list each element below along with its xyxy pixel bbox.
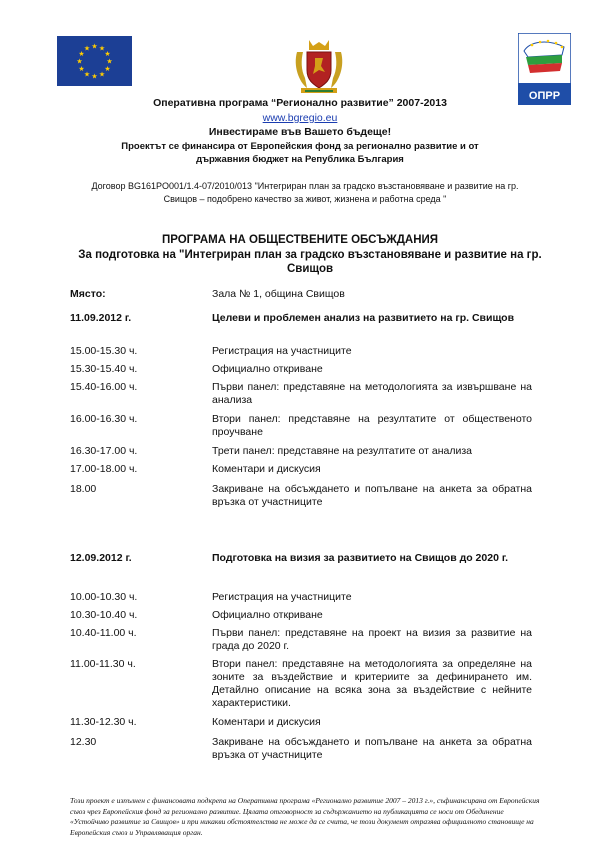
agenda-time: 12.30: [70, 736, 97, 748]
agenda-time: 18.00: [70, 483, 97, 495]
document-subtitle: За подготовка на "Интегриран план за градско възстановяване и развитие на гр. Свищов: [78, 249, 542, 275]
eu-star-icon: ★: [78, 66, 85, 73]
footer-disclaimer: Този проект е изпълнен с финансовата подкрепа на Оперативна програма «Регионално развитие 2007 – 2013 г.», съфинансирана от Европейския съюз чрез Европейския фонд за регионално развитие. Цялата отговорност за съдържанието на публикацията се носи от Обединение «Устойчиво развитие за Свищов» и при никакви обстоятелства не може да се счита, че този документ отразява официалното становище на Европейския съюз и Управляващия орган.: [70, 796, 540, 837]
oprr-logo-label: ОПРР: [528, 90, 561, 102]
agenda-item: Първи панел: представяне на проект на визия за развитие на града до 2020 г.: [212, 627, 532, 652]
place-label: Място:: [70, 288, 106, 300]
bulgarian-coat-of-arms-logo: [293, 36, 345, 96]
eu-star-icon: ★: [104, 51, 111, 58]
agenda-time: 10.00-10.30 ч.: [70, 591, 138, 603]
eu-star-icon: ★: [78, 51, 85, 58]
agenda-item: Закриване на обсъждането и попълване на анкета за обратна връзка от участниците: [212, 736, 532, 761]
slogan: Инвестираме във Вашето бъдеще!: [208, 126, 392, 138]
contract-reference: Договор BG161PO001/1.4-07/2010/013 "Интегриран план за градско възстановяване и развитие на гр. Свищов – подобрено качество за живот, жизнена и работна среда ": [91, 181, 519, 204]
day2-date: 12.09.2012 г.: [70, 552, 132, 564]
agenda-item: Коментари и дискусия: [212, 463, 321, 475]
agenda-time: 15.40-16.00 ч.: [70, 381, 138, 393]
agenda-item: Коментари и дискусия: [212, 716, 321, 728]
eu-star-icon: ★: [91, 73, 98, 81]
day1-date: 11.09.2012 г.: [70, 312, 132, 324]
funding-statement: Проектът се финансира от Европейския фонд за регионално развитие и от държавния бюджет на Република България: [121, 141, 479, 165]
document-title: ПРОГРАМА НА ОБЩЕСТВЕНИТЕ ОБСЪЖДАНИЯ: [161, 234, 439, 246]
agenda-time: 16.30-17.00 ч.: [70, 445, 138, 457]
eu-star-icon: ★: [76, 58, 83, 66]
agenda-item: Официално откриване: [212, 363, 323, 375]
day2-topic: Подготовка на визия за развитието на Свищов до 2020 г.: [212, 552, 509, 564]
eu-star-icon: ★: [98, 45, 106, 53]
program-website-link[interactable]: www.bgregio.eu: [262, 112, 338, 124]
day1-topic: Целеви и проблемен анализ на развитието на гр. Свищов: [212, 312, 515, 324]
eu-star-icon: ★: [91, 43, 98, 51]
eu-star-icon: ★: [83, 71, 91, 79]
agenda-time: 10.30-10.40 ч.: [70, 609, 138, 621]
agenda-time: 11.00-11.30 ч.: [70, 658, 136, 670]
agenda-item: Втори панел: представяне на методологията за определяне на зоните за въздействие и критериите за дефинирането им. Детайлно описание на всяка зона за въздействие с нейните характеристики.: [212, 658, 532, 709]
agenda-item: Трети панел: представяне на резултатите от анализа: [212, 445, 472, 457]
place-value: Зала № 1, община Свищов: [212, 288, 345, 300]
eu-star-icon: ★: [104, 66, 111, 73]
eu-star-icon: ★: [83, 45, 91, 53]
eu-star-icon: ★: [106, 58, 113, 66]
agenda-item: Регистрация на участниците: [212, 345, 352, 357]
agenda-time: 10.40-11.00 ч.: [70, 627, 137, 639]
agenda-item: Втори панел: представяне на резултатите от общественото проучване: [212, 413, 532, 438]
oprr-logo: [518, 33, 571, 105]
agenda-item: Официално откриване: [212, 609, 323, 621]
agenda-item: Първи панел: представяне на методологията за извършване на анализа: [212, 381, 532, 406]
agenda-time: 15.00-15.30 ч.: [70, 345, 138, 357]
agenda-time: 16.00-16.30 ч.: [70, 413, 138, 425]
agenda-item: Регистрация на участниците: [212, 591, 352, 603]
agenda-time: 17.00-18.00 ч.: [70, 463, 138, 475]
eu-flag-logo: [57, 36, 132, 86]
agenda-time: 15.30-15.40 ч.: [70, 363, 138, 375]
program-title: Оперативна програма “Регионално развитие” 2007-2013: [153, 97, 447, 109]
agenda-item: Закриване на обсъждането и попълване на анкета за обратна връзка от участниците: [212, 483, 532, 508]
agenda-time: 11.30-12.30 ч.: [70, 716, 137, 728]
eu-star-icon: ★: [98, 71, 106, 79]
